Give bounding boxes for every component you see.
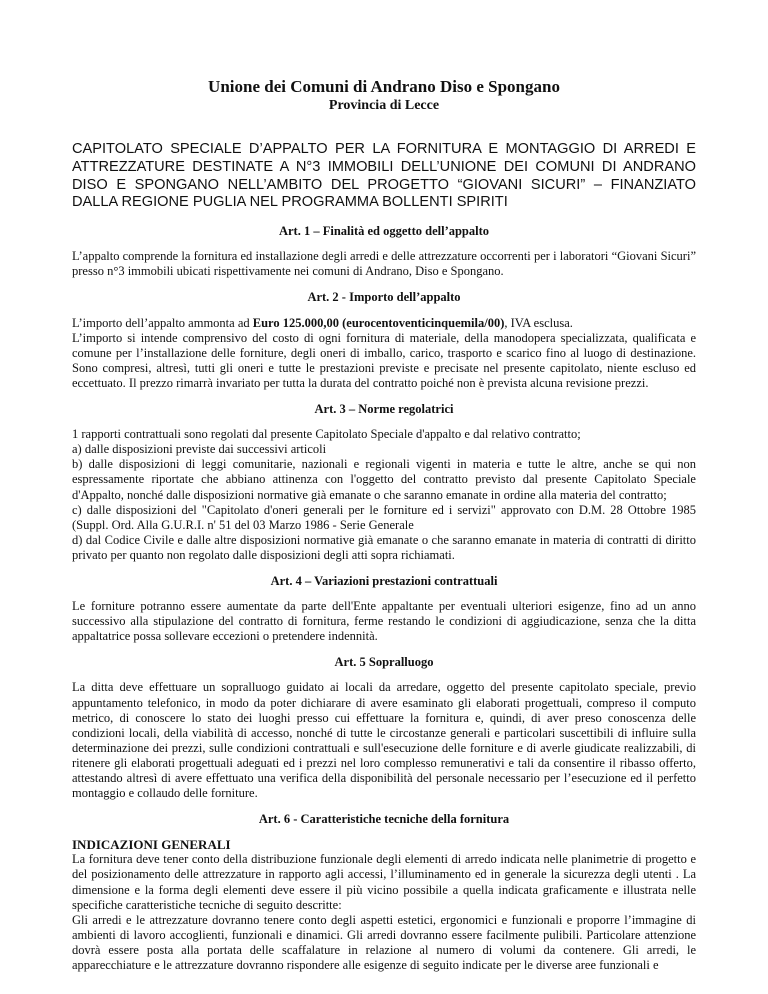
art5-heading: Art. 5 Sopralluogo xyxy=(334,655,434,670)
art1-heading: Art. 1 – Finalità ed oggetto dell’appalto xyxy=(278,224,490,239)
art6-text2: Gli arredi e le attrezzature dovranno tenere conto degli aspetti estetici, ergonomici e funzionali e proporre l’immagine di ambienti di lavoro accoglienti, funzionali e dinamici. Gli arredi dovranno essere facilmente pulibili. Particolare attenzione dovrà essere posta alla portata delle scaffalature in relazione al numero di volumi da contenere. Gli arredi, le apparecchiature e le attrezzature dovranno rispondere alle esigenze di seguito indicate per le diverse aree funzionali e xyxy=(72,912,696,973)
art6-section xyxy=(72,812,696,973)
art2-text-before: L’importo dell’appalto ammonta ad xyxy=(72,315,253,330)
art6-heading: Art. 6 - Caratteristiche tecniche della fornitura xyxy=(258,812,510,827)
art6-text1: La fornitura deve tener conto della distribuzione funzionale degli elementi di arredo indicata nelle planimetrie di progetto e del posizionamento delle attrezzature in rapporto agli accessi, l’illuminamento ed in generale la sicurezza degli utenti . La dimensione e la forma degli elementi deve essere il più vicino possibile a quella indicata graficamente e illustrata nelle specifiche caratteristiche tecniche di seguito descritte: xyxy=(72,852,696,912)
page-title: Unione dei Comuni di Andrano Diso e Spongano xyxy=(208,77,560,96)
art4-text: Le forniture potranno essere aumentate da parte dell'Ente appaltante per eventuali ulteriori esigenze, fino ad un anno successivo alla stipulazione del contratto di fornitura, ferme restando le condizioni di aggiudicazione, senza che la ditta appaltatrice possa sollevare eccezioni o pretendere indennità. xyxy=(72,599,696,644)
main-title: CAPITOLATO SPECIALE D’APPALTO PER LA FORNITURA E MONTAGGIO DI ARREDI E ATTREZZATURE DESTINATE A N°3 IMMOBILI DELL’UNIONE DEI COMUNI DI ANDRANO DISO E SPONGANO NELL’AMBITO DEL PROGETTO “GIOVANI SICURI” – FINANZIATO DALLA REGIONE PUGLIA NEL PROGRAMMA BOLLENTI SPIRITI xyxy=(72,141,696,211)
art3-heading: Art. 3 – Norme regolatrici xyxy=(314,402,454,417)
art2-text2: L’importo si intende comprensivo del costo di ogni fornitura di materiale, della manodopera specializzata, qualificata e comune per l’installazione delle forniture, degli oneri di imballo, carico, trasporto e scarico fino al luogo di destinazione. Sono compresi, altresì, tutti gli oneri e tutte le prestazioni previste e precisate nel presente capitolato, niente escluso ed eccettuato. Il prezzo rimarrà invariato per tutta la durata del contratto poiché non è prevista alcuna revisione prezzi. xyxy=(72,330,696,390)
art2-section xyxy=(72,290,696,391)
art3-line: a) dalle disposizioni previste dai successivi articoli xyxy=(72,442,327,457)
art5-text: La ditta deve effettuare un sopralluogo guidato ai locali da arredare, oggetto del presente capitolato speciale, previo appuntamento telefonico, in modo da poter dichiarare di avere esaminato gli elaborati progettuali, compreso il computo metrico, di conoscere lo stato dei luoghi presso cui effettuare la fornitura e, quindi, di aver preso conoscenza delle condizioni locali, della viabilità di accesso, nonché di tutte le circostanze generali e particolari suscettibili di influire sulla determinazione dei prezzi, sulle condizioni contrattuali e sull'esecuzione delle forniture e di averle giudicate realizzabili, di ritenere gli elaborati progettuali adeguati ed i prezzi nel loro complesso remunerativi e tali da consentire il ribasso offerto, attestando altresì di avere effettuato una verifica della disponibilità del personale necessario per l’esecuzione ed il perfetto montaggio e collaudo delle forniture. xyxy=(72,680,696,801)
art2-text xyxy=(72,316,696,331)
art6-subheading: INDICAZIONI GENERALI xyxy=(72,837,231,853)
art3-line: c) dalle disposizioni del "Capitolato d'oneri generali per le forniture ed i servizi" approvato con D.M. 28 Ottobre 1985 (Suppl. Ord. Alla G.U.R.I. n' 51 del 03 Marzo 1986 - Serie Generale xyxy=(72,502,696,532)
art2-amount: Euro 125.000,00 (eurocentoventicinquemila/00) xyxy=(252,315,505,330)
art1-text: L’appalto comprende la fornitura ed installazione degli arredi e delle attrezzature occorrenti per i laboratori “Giovani Sicuri” presso n°3 immobili ubicati rispettivamente nei comuni di Andrano, Diso e Spongano. xyxy=(72,249,696,279)
art4-heading: Art. 4 – Variazioni prestazioni contrattuali xyxy=(270,573,498,588)
page-subtitle: Provincia di Lecce xyxy=(328,98,440,113)
art3-section xyxy=(72,402,696,563)
art5-section xyxy=(72,655,696,801)
art2-heading: Art. 2 - Importo dell’appalto xyxy=(307,290,461,305)
art3-line: d) dal Codice Civile e dalle altre disposizioni normative già emanate o che saranno emanate in materia di contratti di diritto privato per quanto non regolato dalle disposizioni degli atti sopra richiamati. xyxy=(72,532,696,562)
art2-text-after: , IVA esclusa. xyxy=(504,315,573,330)
art3-line: b) dalle disposizioni di leggi comunitarie, nazionali e regionali vigenti in materia e tutte le altre, anche se qui non espressamente riportate che abbiano attinenza con l'oggetto del contratto previsto dal presente Capitolato Speciale d'Appalto, nonché dalle disposizioni normative già emanate o che saranno emanate in ordine alla materia del contratto; xyxy=(72,457,696,502)
art4-section xyxy=(72,574,696,644)
art3-line: 1 rapporti contrattuali sono regolati dal presente Capitolato Speciale d'appalto e dal relativo contratto; xyxy=(72,427,581,442)
art1-section xyxy=(72,224,696,279)
